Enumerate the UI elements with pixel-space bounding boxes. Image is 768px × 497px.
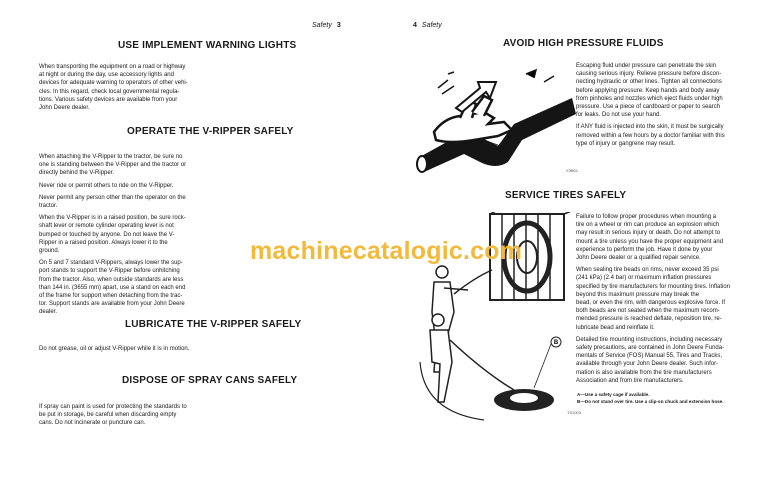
header-label: Safety — [312, 22, 332, 29]
paragraph-service-tires: Failure to follow proper procedures when mounting a tire on a wheel or rim can produce an explosion which may result in serious injury or death. Do not attempt to mount a tire unless you have the proper equipment and experience to perform the job. Have it done by your John Deere dealer or a qualified repair service. When sealing tire beads on rims, never exceed 35 psi (241 kPa) (2.4 bar) or maximum inflation pressures specified by tire manufacturers for mounting tires. Inflation beyond this maximum pressure may break the bead, or even the rim, with dangerous explosive force. If both beads are not seated when the maximum recom- mended pressure is reached deflate, reposition tire, re- lubricate bead and reinflate it. Detailed tire mounting instructions, including necessary safety precautions, are contained in John Deere Funda- mentals of Service (FOS) Manual 55, Tires and Tracks, available through your John Deere dealer. Such infor- mation is also available from the tire manufacturers Association and from tire manufacturers. — [576, 214, 731, 384]
paragraph-operate-safely: When attaching the V-Ripper to the tractor, be sure no one is standing between the V-Ripper and the tractor or directly behind the V-Ripper. Never ride or permit others to ride on the V-Ripper. Never permit any person other than the operator on the tractor. When the V-Ripper is in a raised position, be sure rock- shaft lever or remote cylinder operating lever is not bumped or touched by anyone. Do not leave the V- Ripper in a raised position. Always lower it to the ground. On 5 and 7 standard V-Rippers, always lower the sup- port stands to support the V-Ripper before unhitching from the tractor. Also, when outside standards are less than 144 in. (3655 mm) apart, use a stand on each end of the frame for support when detaching from the trac- tor. Support stands are available from your John Deere dealer. — [39, 154, 187, 316]
caption-a: A—Use a safety cage if available. — [577, 392, 650, 397]
paragraph-high-pressure: Escaping fluid under pressure can penetrate the skin causing serious injury. Relieve pressure before discon- necting hydraulic or other lines. Tighten all connections before applying pressure. Keep hands and body away from pinholes and nozzles which eject fluids under high pressure. Use a piece of cardboard or paper to search for leaks. Do not use your hand. If ANY fluid is injected into the skin, it must be surgically removed within a few hours by a doctor familiar with this type of injury or gangrene may result. — [576, 63, 725, 147]
section-title-lubricate: LUBRICATE THE V-RIPPER SAFELY — [125, 319, 302, 330]
figure-captions — [577, 392, 724, 405]
section-title-high-pressure: AVOID HIGH PRESSURE FLUIDS — [503, 38, 664, 49]
page-number: 4 — [413, 22, 417, 29]
paragraph-warning-lights: When transporting the equipment on a road or highway at night or during the day, use accessory lights and devices for adequate warning to operators of other vehi- cles. In this regard, check local governmental regula- tions. Various safety devices are available from your John Deere dealer. — [39, 64, 188, 112]
section-title-operate-safely: OPERATE THE V-RIPPER SAFELY — [127, 126, 294, 137]
left-page-header — [312, 22, 341, 29]
section-title-warning-lights: USE IMPLEMENT WARNING LIGHTS — [118, 40, 297, 51]
paragraph-spray-cans: If spray can paint is used for protecting the standards to be put in storage, be careful when discarding empty cans. Do not incinerate or puncture can. — [39, 404, 187, 427]
callout-label: B — [553, 340, 559, 346]
paragraph-lubricate: Do not grease, oil or adjust V-Ripper while it is in motion. — [39, 346, 190, 352]
caption-b: B—Do not stand over tire. Use a clip-on chuck and extension hose. — [577, 398, 724, 404]
figure-code: TS1003 — [567, 410, 582, 415]
section-title-service-tires: SERVICE TIRES SAFELY — [505, 190, 627, 201]
page-number: 3 — [336, 22, 341, 29]
right-page-header — [413, 22, 442, 29]
header-label: Safety — [421, 22, 442, 29]
section-title-spray-cans: DISPOSE OF SPRAY CANS SAFELY — [122, 375, 298, 386]
figure-code: X3B01 — [566, 168, 579, 173]
high-pressure-fluid-illustration — [414, 60, 579, 175]
watermark: machinecatalogic.com — [250, 237, 523, 265]
